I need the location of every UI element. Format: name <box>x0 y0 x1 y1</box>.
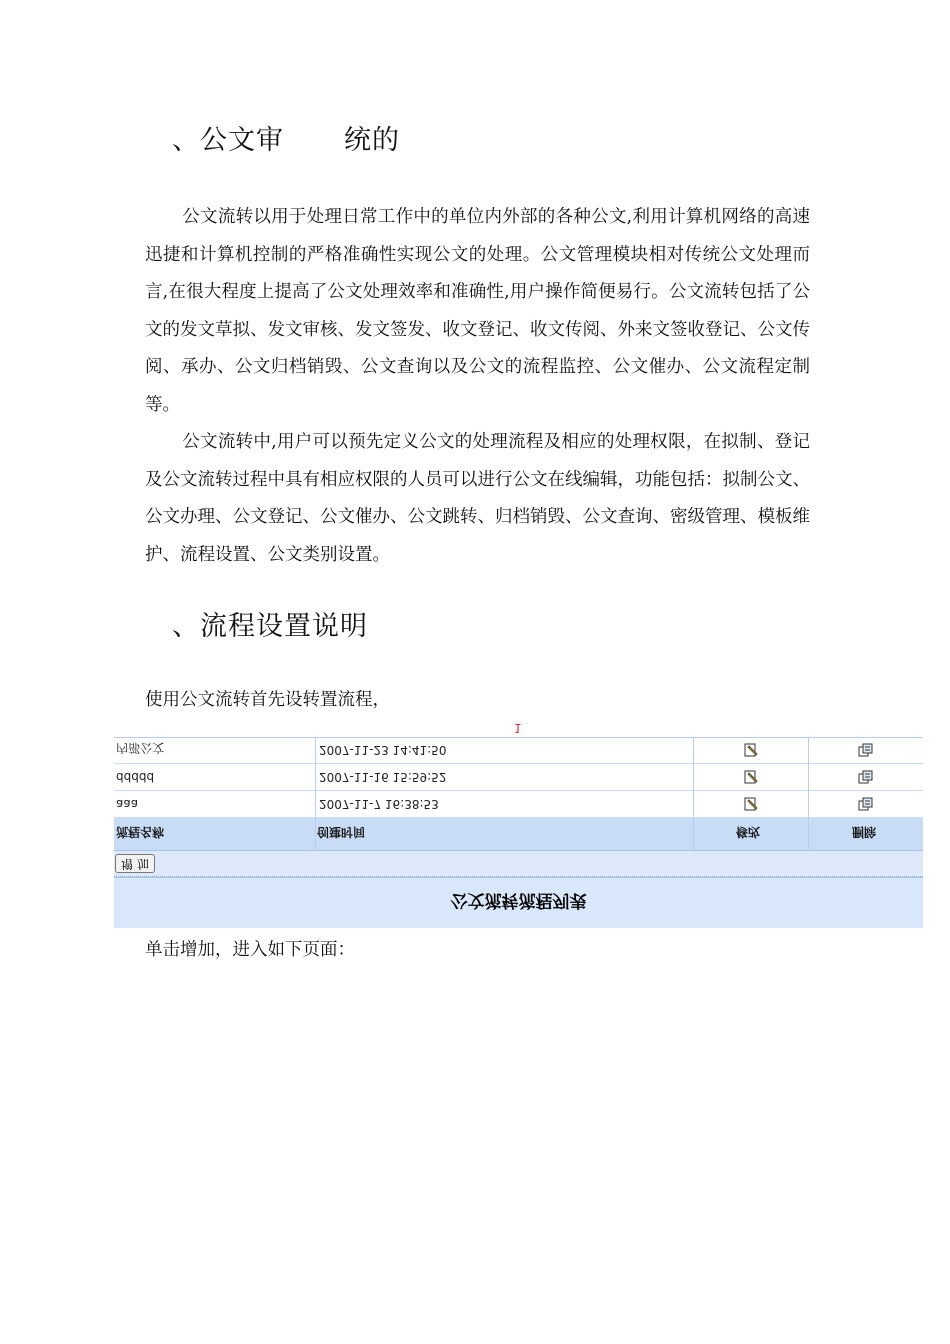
col-name-header: 流程名称 <box>116 825 165 839</box>
table-bottom-strip <box>114 713 923 738</box>
row-time: 2007-11-7 16:38:53 <box>319 797 439 811</box>
row-name: ddddd <box>116 770 155 784</box>
row-name: aaa <box>116 797 139 811</box>
edit-icon[interactable] <box>744 743 758 757</box>
list-toolbar <box>114 850 923 877</box>
section-heading-1 <box>172 118 400 157</box>
table-row <box>114 790 923 817</box>
row-marker: 1 <box>514 721 522 735</box>
delete-icon[interactable] <box>858 743 874 757</box>
add-button[interactable]: 增 加 <box>115 854 155 873</box>
list-title-bar <box>114 877 923 928</box>
section-heading-2: 、流程设置说明 <box>172 611 368 642</box>
delete-icon[interactable] <box>858 797 874 811</box>
instruction-line-1: 使用公文流转首先设转置流程， <box>145 690 390 710</box>
list-title: 公文流转流程列表 <box>450 890 587 910</box>
intro-text <box>145 199 810 574</box>
table-header <box>114 816 923 851</box>
table-row <box>114 736 923 763</box>
intro-paragraph-2-text: 公文流转中,用户可以预先定义公文的处理流程及相应的处理权限，在拟制、登记及公文流转过程中具有相应权限的人员可以进行公文在线编辑，功能包括：拟制公文、公文办理、公文登记、公文催办、公文跳转、归档销毁、公文查询、密级管理、模板维护、流程设置、公文类别设置。 <box>145 432 810 565</box>
table-row <box>114 763 923 790</box>
row-time: 2007-11-23 14:41:50 <box>319 743 447 757</box>
delete-icon[interactable] <box>858 770 874 784</box>
edit-icon[interactable] <box>744 797 758 811</box>
heading-1-suffix: 统的 <box>344 125 400 156</box>
row-time: 2007-11-16 15:59:52 <box>319 770 447 784</box>
col-delete-header: 删除 <box>852 825 877 839</box>
intro-paragraph-1-text: 公文流转以用于处理日常工作中的单位内外部的各种公文,利用计算机网络的高速迅捷和计算机控制的严格准确性实现公文的处理。公文管理模块相对传统公文处理而言,在很大程度上提高了公文处理效率和准确性,用户操作简便易行。公文流转包括了公文的发文草拟、发文审核、发文签发、收文登记、收文传阅、外来文签收登记、公文传阅、承办、公文归档销毁、公文查询以及公文的流程监控、公文催办、公文流程定制等。 <box>145 207 810 415</box>
row-name: 内部公文 <box>116 741 165 755</box>
workflow-list-screenshot <box>114 714 923 928</box>
instruction-line-2: 单击增加，进入如下页面： <box>145 940 355 960</box>
intro-paragraph-1 <box>145 199 810 424</box>
heading-1-prefix: 、公文审 <box>172 125 284 156</box>
edit-icon[interactable] <box>744 770 758 784</box>
col-edit-header: 修改 <box>736 825 761 839</box>
col-time-header: 创建时间 <box>317 825 366 839</box>
intro-paragraph-2 <box>145 424 810 574</box>
